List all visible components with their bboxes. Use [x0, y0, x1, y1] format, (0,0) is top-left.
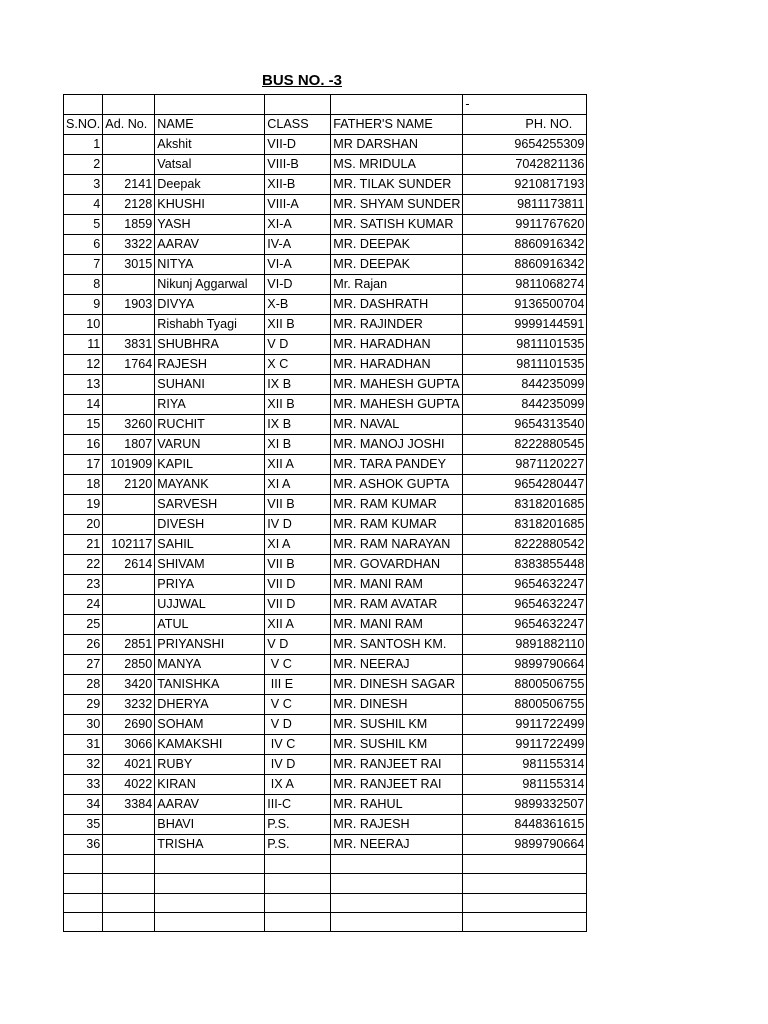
- adno-cell: [103, 495, 155, 515]
- adno-cell: [103, 815, 155, 835]
- father-name-cell: MR. NEERAJ: [331, 655, 463, 675]
- phone-cell: 9654632247: [463, 595, 587, 615]
- name-cell: KAMAKSHI: [155, 735, 265, 755]
- adno-cell: [103, 575, 155, 595]
- father-name-cell: MR. SHYAM SUNDER: [331, 195, 463, 215]
- table-row: [64, 155, 587, 175]
- phone-cell: 9210817193: [463, 175, 587, 195]
- sno-cell: 35: [64, 815, 103, 835]
- adno-cell: 4021: [103, 755, 155, 775]
- table-row: [64, 775, 587, 795]
- sno-cell: 11: [64, 335, 103, 355]
- phone-cell: 9899790664: [463, 835, 587, 855]
- adno-cell: [103, 835, 155, 855]
- class-cell: XII B: [265, 315, 331, 335]
- cell: [64, 893, 103, 912]
- table-row: [64, 795, 587, 815]
- name-cell: SOHAM: [155, 715, 265, 735]
- adno-cell: 3232: [103, 695, 155, 715]
- sno-cell: 1: [64, 135, 103, 155]
- father-name-cell: MR. HARADHAN: [331, 335, 463, 355]
- adno-cell: 3066: [103, 735, 155, 755]
- sno-cell: 29: [64, 695, 103, 715]
- table-row: [64, 595, 587, 615]
- table-row: [64, 735, 587, 755]
- phone-cell: 8222880542: [463, 535, 587, 555]
- father-name-cell: MR. RANJEET RAI: [331, 775, 463, 795]
- sno-cell: 18: [64, 475, 103, 495]
- name-cell: RUBY: [155, 755, 265, 775]
- class-cell: III E: [265, 675, 331, 695]
- phone-cell: 9999144591: [463, 315, 587, 335]
- cell: [103, 855, 155, 874]
- table-row: [64, 315, 587, 335]
- class-cell: XI B: [265, 435, 331, 455]
- name-cell: Akshit: [155, 135, 265, 155]
- phone-cell: 9654280447: [463, 475, 587, 495]
- father-name-cell: MR. MAHESH GUPTA: [331, 375, 463, 395]
- sno-cell: 5: [64, 215, 103, 235]
- name-cell: KAPIL: [155, 455, 265, 475]
- sno-cell: 21: [64, 535, 103, 555]
- class-cell: XI A: [265, 475, 331, 495]
- father-name-cell: MR. SUSHIL KM: [331, 735, 463, 755]
- father-name-cell: MR. NAVAL: [331, 415, 463, 435]
- phone-cell: 8383855448: [463, 555, 587, 575]
- phone-cell: 9654632247: [463, 575, 587, 595]
- class-cell: VI-A: [265, 255, 331, 275]
- cell: [64, 855, 103, 874]
- cell: [64, 913, 103, 932]
- sno-cell: 33: [64, 775, 103, 795]
- adno-cell: 2850: [103, 655, 155, 675]
- table-row: [64, 175, 587, 195]
- father-name-cell: MR. TILAK SUNDER: [331, 175, 463, 195]
- header-adno: Ad. No.: [103, 115, 155, 135]
- table-row: [64, 375, 587, 395]
- header-sno: S.NO.: [64, 115, 103, 135]
- table-row: [64, 715, 587, 735]
- sno-cell: 3: [64, 175, 103, 195]
- father-name-cell: MR. NEERAJ: [331, 835, 463, 855]
- phone-cell: 9911767620: [463, 215, 587, 235]
- father-name-cell: MR. RAJESH: [331, 815, 463, 835]
- cell: [64, 874, 103, 893]
- name-cell: DIVYA: [155, 295, 265, 315]
- phone-cell: 981155314: [463, 755, 587, 775]
- adno-cell: 3831: [103, 335, 155, 355]
- name-cell: PRIYANSHI: [155, 635, 265, 655]
- sno-cell: 23: [64, 575, 103, 595]
- class-cell: VIII-B: [265, 155, 331, 175]
- sno-cell: 13: [64, 375, 103, 395]
- class-cell: V C: [265, 695, 331, 715]
- phone-cell: 8448361615: [463, 815, 587, 835]
- adno-cell: [103, 155, 155, 175]
- name-cell: Rishabh Tyagi: [155, 315, 265, 335]
- table-row: [64, 755, 587, 775]
- class-cell: XII A: [265, 455, 331, 475]
- cell: [265, 893, 331, 912]
- class-cell: III-C: [265, 795, 331, 815]
- cell: [64, 95, 103, 115]
- name-cell: VARUN: [155, 435, 265, 455]
- name-cell: KHUSHI: [155, 195, 265, 215]
- cell: [155, 913, 265, 932]
- phone-cell: 9811101535: [463, 355, 587, 375]
- class-cell: IV-A: [265, 235, 331, 255]
- name-cell: DIVESH: [155, 515, 265, 535]
- name-cell: RUCHIT: [155, 415, 265, 435]
- table-row: [64, 135, 587, 155]
- cell: [331, 913, 463, 932]
- name-cell: PRIYA: [155, 575, 265, 595]
- table-row: [64, 575, 587, 595]
- father-name-cell: MR. DEEPAK: [331, 255, 463, 275]
- father-name-cell: MR. DINESH: [331, 695, 463, 715]
- table-row: [64, 495, 587, 515]
- phone-cell: 844235099: [463, 375, 587, 395]
- phone-cell: 9871120227: [463, 455, 587, 475]
- table-row: [64, 195, 587, 215]
- cell: [265, 913, 331, 932]
- header-phone: PH. NO.: [463, 115, 587, 135]
- class-cell: IX A: [265, 775, 331, 795]
- table-row: [64, 415, 587, 435]
- father-name-cell: MR. RAM KUMAR: [331, 515, 463, 535]
- adno-cell: 3260: [103, 415, 155, 435]
- adno-cell: [103, 395, 155, 415]
- name-cell: DHERYA: [155, 695, 265, 715]
- class-cell: IV D: [265, 755, 331, 775]
- sno-cell: 10: [64, 315, 103, 335]
- phone-cell: 8800506755: [463, 695, 587, 715]
- father-name-cell: MR. GOVARDHAN: [331, 555, 463, 575]
- blank-top-row: [64, 95, 587, 115]
- cell: [155, 893, 265, 912]
- cell: [155, 95, 265, 115]
- header-father-name: FATHER'S NAME: [331, 115, 463, 135]
- class-cell: VII D: [265, 575, 331, 595]
- class-cell: X C: [265, 355, 331, 375]
- sno-cell: 2: [64, 155, 103, 175]
- name-cell: KIRAN: [155, 775, 265, 795]
- phone-cell: 8222880545: [463, 435, 587, 455]
- page-title: BUS NO. -3: [262, 72, 343, 89]
- father-name-cell: MR DARSHAN: [331, 135, 463, 155]
- phone-cell: 844235099: [463, 395, 587, 415]
- name-cell: SARVESH: [155, 495, 265, 515]
- class-cell: XII A: [265, 615, 331, 635]
- phone-cell: 8318201685: [463, 495, 587, 515]
- table-row: [64, 435, 587, 455]
- father-name-cell: MR. RAM NARAYAN: [331, 535, 463, 555]
- sno-cell: 20: [64, 515, 103, 535]
- class-cell: XII B: [265, 395, 331, 415]
- name-cell: SAHIL: [155, 535, 265, 555]
- table-row: [64, 515, 587, 535]
- top-mark: -: [463, 95, 587, 115]
- class-cell: IX B: [265, 415, 331, 435]
- cell: [463, 855, 587, 874]
- sno-cell: 17: [64, 455, 103, 475]
- table-row: [64, 455, 587, 475]
- class-cell: IV C: [265, 735, 331, 755]
- cell: [331, 874, 463, 893]
- father-name-cell: MR. DEEPAK: [331, 235, 463, 255]
- class-cell: XII-B: [265, 175, 331, 195]
- phone-cell: 8800506755: [463, 675, 587, 695]
- class-cell: XI A: [265, 535, 331, 555]
- table-row: [64, 295, 587, 315]
- father-name-cell: MR. RAM AVATAR: [331, 595, 463, 615]
- sno-cell: 9: [64, 295, 103, 315]
- phone-cell: 9911722499: [463, 735, 587, 755]
- adno-cell: 4022: [103, 775, 155, 795]
- table-row: [64, 695, 587, 715]
- table-row: [64, 655, 587, 675]
- class-cell: VII-D: [265, 135, 331, 155]
- table-row: [64, 255, 587, 275]
- table-row: [64, 475, 587, 495]
- name-cell: RIYA: [155, 395, 265, 415]
- adno-cell: [103, 615, 155, 635]
- sno-cell: 32: [64, 755, 103, 775]
- sno-cell: 16: [64, 435, 103, 455]
- adno-cell: [103, 515, 155, 535]
- table-row: [64, 815, 587, 835]
- class-cell: P.S.: [265, 815, 331, 835]
- sno-cell: 34: [64, 795, 103, 815]
- adno-cell: 3015: [103, 255, 155, 275]
- table-row: [64, 635, 587, 655]
- adno-cell: 102117: [103, 535, 155, 555]
- father-name-cell: MR. ASHOK GUPTA: [331, 475, 463, 495]
- adno-cell: 1859: [103, 215, 155, 235]
- father-name-cell: MR. RAJINDER: [331, 315, 463, 335]
- name-cell: ATUL: [155, 615, 265, 635]
- phone-cell: 9899332507: [463, 795, 587, 815]
- name-cell: BHAVI: [155, 815, 265, 835]
- class-cell: VII B: [265, 555, 331, 575]
- class-cell: V D: [265, 715, 331, 735]
- sno-cell: 24: [64, 595, 103, 615]
- phone-cell: 9136500704: [463, 295, 587, 315]
- phone-cell: 9911722499: [463, 715, 587, 735]
- sno-cell: 12: [64, 355, 103, 375]
- name-cell: TRISHA: [155, 835, 265, 855]
- name-cell: AARAV: [155, 795, 265, 815]
- table-row: [64, 535, 587, 555]
- father-name-cell: MR. RAHUL: [331, 795, 463, 815]
- adno-cell: 2128: [103, 195, 155, 215]
- table-row: [64, 675, 587, 695]
- class-cell: VII D: [265, 595, 331, 615]
- sno-cell: 36: [64, 835, 103, 855]
- father-name-cell: MR. RANJEET RAI: [331, 755, 463, 775]
- father-name-cell: MR. DASHRATH: [331, 295, 463, 315]
- class-cell: XI-A: [265, 215, 331, 235]
- table-row: [64, 275, 587, 295]
- father-name-cell: MR. TARA PANDEY: [331, 455, 463, 475]
- adno-cell: 101909: [103, 455, 155, 475]
- blank-row: [64, 893, 587, 912]
- adno-cell: [103, 315, 155, 335]
- name-cell: MAYANK: [155, 475, 265, 495]
- name-cell: SHIVAM: [155, 555, 265, 575]
- class-cell: VI-D: [265, 275, 331, 295]
- cell: [331, 855, 463, 874]
- sno-cell: 4: [64, 195, 103, 215]
- header-class: CLASS: [265, 115, 331, 135]
- class-cell: V C: [265, 655, 331, 675]
- bus-roster-table: [63, 94, 587, 932]
- sno-cell: 19: [64, 495, 103, 515]
- sno-cell: 26: [64, 635, 103, 655]
- phone-cell: 9811068274: [463, 275, 587, 295]
- adno-cell: 3384: [103, 795, 155, 815]
- sno-cell: 8: [64, 275, 103, 295]
- cell: [103, 95, 155, 115]
- cell: [155, 855, 265, 874]
- father-name-cell: MR. MANI RAM: [331, 615, 463, 635]
- class-cell: IV D: [265, 515, 331, 535]
- cell: [331, 893, 463, 912]
- class-cell: VIII-A: [265, 195, 331, 215]
- class-cell: VII B: [265, 495, 331, 515]
- name-cell: Nikunj Aggarwal: [155, 275, 265, 295]
- father-name-cell: MR. RAM KUMAR: [331, 495, 463, 515]
- sno-cell: 30: [64, 715, 103, 735]
- sno-cell: 14: [64, 395, 103, 415]
- cell: [463, 893, 587, 912]
- header-name: NAME: [155, 115, 265, 135]
- cell: [265, 874, 331, 893]
- phone-cell: 9811101535: [463, 335, 587, 355]
- phone-cell: 9654313540: [463, 415, 587, 435]
- adno-cell: 2690: [103, 715, 155, 735]
- phone-cell: 9654632247: [463, 615, 587, 635]
- sno-cell: 27: [64, 655, 103, 675]
- adno-cell: 1764: [103, 355, 155, 375]
- table-row: [64, 395, 587, 415]
- sno-cell: 31: [64, 735, 103, 755]
- phone-cell: 8860916342: [463, 255, 587, 275]
- adno-cell: [103, 135, 155, 155]
- cell: [265, 855, 331, 874]
- name-cell: UJJWAL: [155, 595, 265, 615]
- father-name-cell: MR. SATISH KUMAR: [331, 215, 463, 235]
- adno-cell: 2120: [103, 475, 155, 495]
- adno-cell: 2614: [103, 555, 155, 575]
- father-name-cell: MS. MRIDULA: [331, 155, 463, 175]
- cell: [103, 913, 155, 932]
- cell: [103, 893, 155, 912]
- table-row: [64, 615, 587, 635]
- sno-cell: 15: [64, 415, 103, 435]
- adno-cell: 3322: [103, 235, 155, 255]
- name-cell: NITYA: [155, 255, 265, 275]
- cell: [331, 95, 463, 115]
- blank-row: [64, 874, 587, 893]
- name-cell: Vatsal: [155, 155, 265, 175]
- father-name-cell: Mr. Rajan: [331, 275, 463, 295]
- father-name-cell: MR. MANI RAM: [331, 575, 463, 595]
- adno-cell: [103, 275, 155, 295]
- sno-cell: 7: [64, 255, 103, 275]
- table-row: [64, 215, 587, 235]
- sno-cell: 28: [64, 675, 103, 695]
- header-row: [64, 115, 587, 135]
- class-cell: V D: [265, 635, 331, 655]
- cell: [103, 874, 155, 893]
- table-body: [64, 95, 587, 932]
- table-row: [64, 835, 587, 855]
- adno-cell: [103, 375, 155, 395]
- adno-cell: [103, 595, 155, 615]
- blank-row: [64, 855, 587, 874]
- father-name-cell: MR. HARADHAN: [331, 355, 463, 375]
- cell: [463, 913, 587, 932]
- name-cell: TANISHKA: [155, 675, 265, 695]
- name-cell: AARAV: [155, 235, 265, 255]
- phone-cell: 8860916342: [463, 235, 587, 255]
- table-row: [64, 335, 587, 355]
- blank-row: [64, 913, 587, 932]
- cell: [265, 95, 331, 115]
- phone-cell: 9811173811: [463, 195, 587, 215]
- phone-cell: 8318201685: [463, 515, 587, 535]
- cell: [463, 874, 587, 893]
- father-name-cell: MR. SUSHIL KM: [331, 715, 463, 735]
- phone-cell: 7042821136: [463, 155, 587, 175]
- cell: [155, 874, 265, 893]
- name-cell: MANYA: [155, 655, 265, 675]
- class-cell: V D: [265, 335, 331, 355]
- class-cell: X-B: [265, 295, 331, 315]
- father-name-cell: MR. MANOJ JOSHI: [331, 435, 463, 455]
- father-name-cell: MR. DINESH SAGAR: [331, 675, 463, 695]
- class-cell: IX B: [265, 375, 331, 395]
- adno-cell: 1903: [103, 295, 155, 315]
- father-name-cell: MR. SANTOSH KM.: [331, 635, 463, 655]
- class-cell: P.S.: [265, 835, 331, 855]
- name-cell: SHUBHRA: [155, 335, 265, 355]
- adno-cell: 1807: [103, 435, 155, 455]
- adno-cell: 3420: [103, 675, 155, 695]
- phone-cell: 9654255309: [463, 135, 587, 155]
- sno-cell: 6: [64, 235, 103, 255]
- phone-cell: 9891882110: [463, 635, 587, 655]
- phone-cell: 9899790664: [463, 655, 587, 675]
- name-cell: YASH: [155, 215, 265, 235]
- table-row: [64, 235, 587, 255]
- father-name-cell: MR. MAHESH GUPTA: [331, 395, 463, 415]
- adno-cell: 2851: [103, 635, 155, 655]
- table-row: [64, 355, 587, 375]
- name-cell: Deepak: [155, 175, 265, 195]
- adno-cell: 2141: [103, 175, 155, 195]
- sno-cell: 25: [64, 615, 103, 635]
- name-cell: SUHANI: [155, 375, 265, 395]
- table-row: [64, 555, 587, 575]
- name-cell: RAJESH: [155, 355, 265, 375]
- phone-cell: 981155314: [463, 775, 587, 795]
- sno-cell: 22: [64, 555, 103, 575]
